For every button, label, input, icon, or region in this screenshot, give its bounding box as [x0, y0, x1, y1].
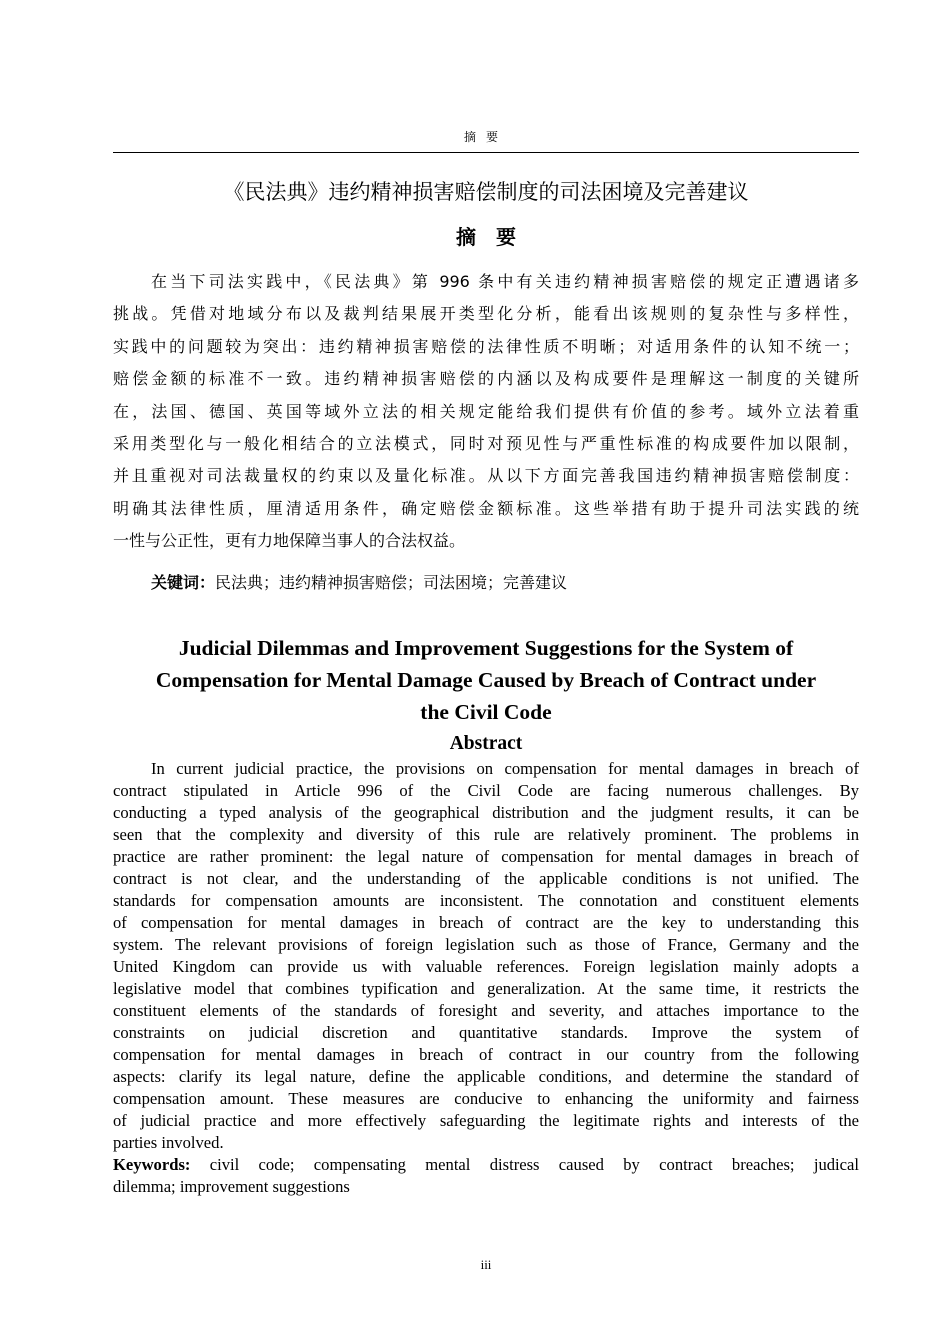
english-abstract-line: aspects: clarify its legal nature, define the applicable conditions, and determine the standard of [113, 1067, 859, 1086]
chinese-keywords-label: 关键词： [151, 573, 216, 592]
english-abstract-line: of compensation for mental damages in breach of contract are the key to understanding this [113, 913, 859, 932]
english-abstract-line: contract stipulated in Article 996 of the Civil Code are facing numerous challenges. By [113, 781, 859, 800]
english-abstract-line: parties involved. [113, 1133, 224, 1152]
running-header: 摘要 [113, 128, 859, 153]
english-abstract-line: conducting a typed analysis of the geographical distribution and the judgment results, it can be [113, 803, 859, 822]
english-keywords-label: Keywords: [113, 1155, 191, 1174]
chinese-abstract-body [113, 266, 859, 558]
english-abstract-line: constraints on judicial discretion and quantitative standards. Improve the system of [113, 1023, 859, 1042]
chinese-abstract-line: 在当下司法实践中，《民法典》第 996 条中有关违约精神损害赔偿的规定正遭遇诸多 [151, 272, 859, 291]
chinese-abstract-line: 挑战。凭借对地域分布以及裁判结果展开类型化分析，能看出该规则的复杂性与多样性， [113, 304, 859, 324]
chinese-abstract-heading: 摘要 [456, 225, 536, 249]
chinese-keywords [151, 568, 859, 598]
english-abstract-line: contract is not clear, and the understanding of the applicable conditions is not unified. The [113, 869, 859, 888]
chinese-title: 《民法典》违约精神损害赔偿制度的司法困境及完善建议 [223, 180, 749, 204]
chinese-keywords-text: 民法典；违约精神损害赔偿；司法困境；完善建议 [215, 573, 568, 592]
english-abstract-line: of judicial practice and more effectively safeguarding the legitimate rights and interests of the [113, 1111, 859, 1130]
english-abstract-line: legislative model that combines typification and generalization. At the same time, it restricts the [113, 979, 859, 998]
english-title-line: Compensation for Mental Damage Caused by Breach of Contract under [155, 668, 817, 692]
english-title [113, 632, 859, 728]
page-number: iii [480, 1257, 492, 1272]
english-abstract-line: constituent elements of the standards of foresight and severity, and attaches importance to the [113, 1001, 859, 1020]
chinese-abstract-line: 明确其法律性质，厘清适用条件，确定赔偿金额标准。这些举措有助于提升司法实践的统 [113, 498, 859, 518]
english-keywords-continued: dilemma; improvement suggestions [113, 1177, 350, 1196]
english-abstract-line: system. The relevant provisions of foreign legislation such as those of France, Germany and the [113, 935, 859, 954]
chinese-abstract-line: 实践中的问题较为突出：违约精神损害赔偿的法律性质不明晰；对适用条件的认知不统一； [113, 336, 859, 356]
chinese-abstract-line: 并且重视对司法裁量权的约束以及量化标准。从以下方面完善我国违约精神损害赔偿制度： [113, 466, 859, 486]
english-abstract-line: compensation amount. These measures are conducive to enhancing the uniformity and fairness [113, 1089, 859, 1108]
english-title-line: Judicial Dilemmas and Improvement Suggestions for the System of [178, 636, 794, 660]
english-keywords-text: civil code; compensating mental distress caused by contract breaches; judical [209, 1155, 859, 1174]
chinese-abstract-line: 采用类型化与一般化相结合的立法模式，同时对预见性与严重性标准的构成要件加以限制， [113, 434, 859, 454]
english-abstract-line: practice are rather prominent: the legal nature of compensation for mental damages in breach of [113, 847, 859, 866]
chinese-abstract-line: 赔偿金额的标准不一致。违约精神损害赔偿的内涵以及构成要件是理解这一制度的关键所 [113, 369, 859, 389]
english-title-line: the Civil Code [420, 700, 552, 724]
english-abstract-line: compensation for mental damages in breach of contract in our country from the following [113, 1045, 859, 1064]
english-abstract-line: seen that the complexity and diversity of this rule are relatively prominent. The problems in [113, 825, 859, 844]
english-keywords [113, 1154, 859, 1176]
english-abstract-line: In current judicial practice, the provisions on compensation for mental damages in breach of [151, 759, 859, 778]
english-abstract-body [113, 758, 859, 1198]
chinese-abstract-line: 一性与公正性，更有力地保障当事人的合法权益。 [113, 531, 466, 551]
english-abstract-line: standards for compensation amounts are inconsistent. The connotation and constituent elements [113, 891, 859, 910]
english-abstract-heading: Abstract [449, 733, 523, 754]
english-abstract-line: United Kingdom can provide us with valuable references. Foreign legislation mainly adopts a [113, 957, 859, 976]
chinese-abstract-line: 在，法国、德国、英国等域外立法的相关规定能给我们提供有价值的参考。域外立法着重 [113, 401, 859, 421]
